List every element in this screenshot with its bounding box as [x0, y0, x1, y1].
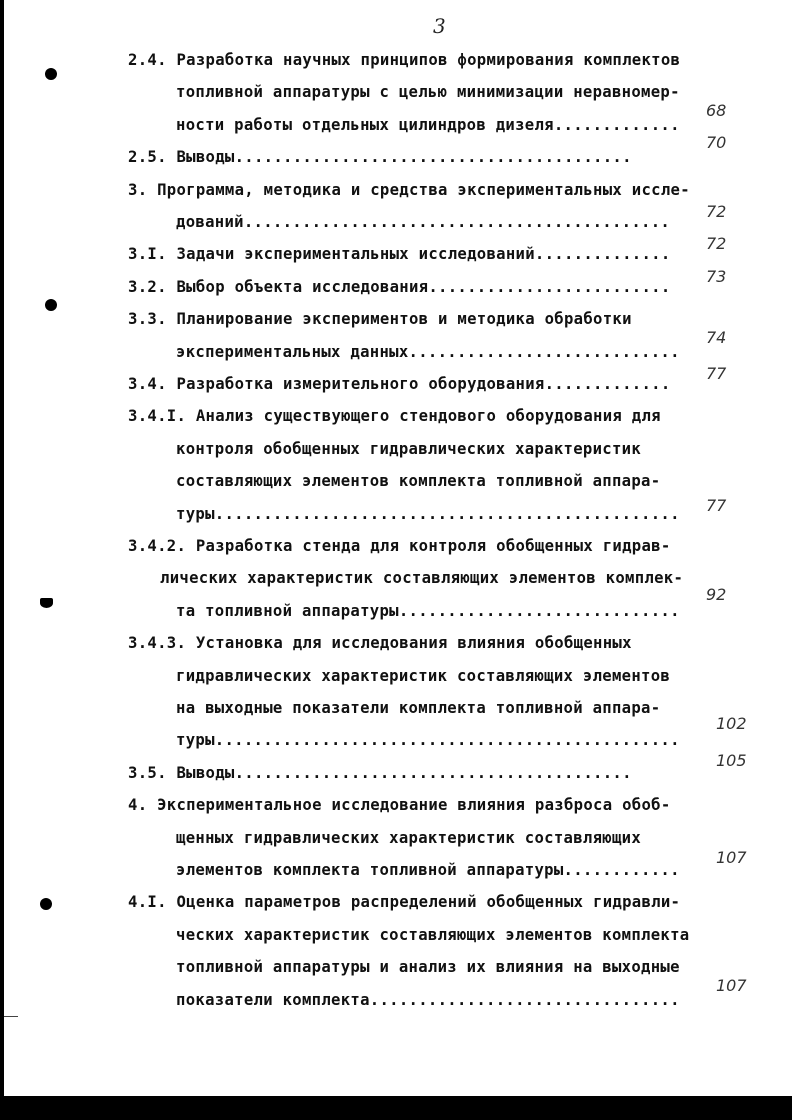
toc-line-text: та топливной аппаратуры.............................: [176, 601, 680, 620]
toc-entry-heading: [128, 404, 714, 428]
toc-page-ref: 77: [706, 364, 727, 383]
toc-entry-heading: [128, 890, 714, 914]
page-number: 3: [433, 14, 446, 38]
binding-hole-mark: [40, 598, 53, 608]
toc-line-text: на выходные показатели комплекта топливной аппара-: [176, 699, 661, 717]
toc-entry-line: [176, 210, 714, 234]
toc-entry-heading: [128, 242, 714, 266]
toc-entry-heading: [128, 761, 714, 785]
toc-entry-heading: [128, 534, 714, 558]
toc-line-text: топливной аппаратуры и анализ их влияния на выходные: [176, 958, 680, 977]
toc-line-text: показатели комплекта................................: [176, 990, 680, 1009]
toc-entry-heading: [128, 178, 714, 202]
toc-page-ref: 73: [706, 266, 727, 286]
toc-entry-line: [176, 696, 714, 720]
scan-mark: [4, 1016, 18, 1017]
toc-line-text: 4. Экспериментальное исследование влияния разброса обоб-: [128, 796, 671, 815]
toc-line-text: контроля обобщенных гидравлических характеристик: [176, 439, 642, 458]
toc-entry-line: [176, 599, 714, 623]
toc-entry-line: [176, 728, 714, 752]
toc-page-ref: 107: [716, 848, 747, 867]
toc-entry-heading: [128, 145, 714, 169]
scan-bottom-border: [0, 1096, 792, 1120]
toc-page-ref: 102: [716, 714, 747, 734]
toc-page-ref: 72: [706, 202, 727, 221]
toc-line-text: 2.5. Выводы.........................................: [128, 148, 632, 167]
toc-line-text: 3.4. Разработка измерительного оборудования.............: [128, 375, 671, 393]
toc-line-text: ческих характеристик составляющих элементов комплекта: [176, 925, 690, 944]
toc-entry-heading: [128, 275, 714, 299]
toc-page-ref: 68: [706, 100, 727, 120]
toc-line-text: ности работы отдельных цилиндров дизеля.............: [176, 115, 680, 134]
toc-entry-line: [176, 858, 714, 882]
toc-line-text: 4.I. Оценка параметров распределений обобщенных гидравли-: [128, 893, 681, 912]
toc-page-ref: 72: [706, 234, 727, 254]
toc-line-text: лических характеристик составляющих элементов комплек-: [160, 569, 684, 588]
toc-entry-line: [176, 113, 714, 137]
toc-line-text: туры................................................: [176, 731, 680, 750]
toc-line-text: 3. Программа, методика и средства экспериментальных иссле-: [128, 180, 690, 199]
toc-line-text: гидравлических характеристик составляющих элементов: [176, 666, 671, 685]
toc-line-text: 2.4. Разработка научных принципов формирования комплектов: [128, 51, 681, 69]
toc-line-text: 3.4.2. Разработка стенда для контроля обобщенных гидрав-: [128, 537, 671, 555]
toc-line-text: 3.I. Задачи экспериментальных исследований..............: [128, 245, 671, 264]
toc-entry-line: [176, 340, 714, 364]
toc-line-text: 3.4.3. Установка для исследования влияния обобщенных: [128, 634, 632, 653]
toc-line-text: 3.4.I. Анализ существующего стендового оборудования для: [128, 407, 661, 426]
toc-line-text: элементов комплекта топливной аппаратуры............: [176, 861, 680, 879]
toc-page-ref: 107: [716, 975, 747, 995]
toc-entry-line: [160, 566, 714, 590]
toc-entry-heading: [128, 793, 714, 817]
binding-hole-mark: [45, 299, 57, 311]
toc-page-ref: 105: [716, 750, 747, 770]
toc-page-ref: 70: [706, 133, 727, 153]
toc-entry-heading: [128, 372, 714, 396]
toc-entry-line: [176, 437, 714, 461]
toc-line-text: экспериментальных данных............................: [176, 342, 680, 361]
toc-line-text: составляющих элементов комплекта топливной аппара-: [176, 472, 661, 491]
toc-entry-line: [176, 826, 714, 850]
toc-entry-line: [176, 955, 714, 979]
binding-hole-mark: [40, 898, 52, 910]
toc-entry-heading: [128, 307, 714, 331]
toc-entry-line: [176, 664, 714, 688]
toc-page-ref: 92: [706, 584, 727, 604]
toc-page-ref: 77: [706, 495, 727, 515]
toc-line-text: щенных гидравлических характеристик составляющих: [176, 828, 642, 847]
toc-entry-line: [176, 502, 714, 526]
toc-line-text: топливной аппаратуры с целью минимизации неравномер-: [176, 83, 680, 102]
toc-entry-heading: [128, 48, 714, 72]
toc-line-text: 3.2. Выбор объекта исследования.........................: [128, 277, 671, 296]
toc-entry-line: [176, 469, 714, 493]
page-left-edge: [0, 0, 4, 1120]
toc-entry-line: [176, 80, 714, 104]
toc-line-text: 3.3. Планирование экспериментов и методика обработки: [128, 310, 632, 329]
toc-line-text: 3.5. Выводы.........................................: [128, 763, 632, 782]
toc-line-text: дований............................................: [176, 213, 671, 231]
toc-page-ref: 74: [706, 327, 727, 347]
toc-entry-line: [176, 988, 714, 1012]
toc-entry-line: [176, 923, 714, 947]
binding-hole-mark: [45, 68, 57, 80]
toc-entry-heading: [128, 631, 714, 655]
toc-line-text: туры................................................: [176, 504, 680, 523]
